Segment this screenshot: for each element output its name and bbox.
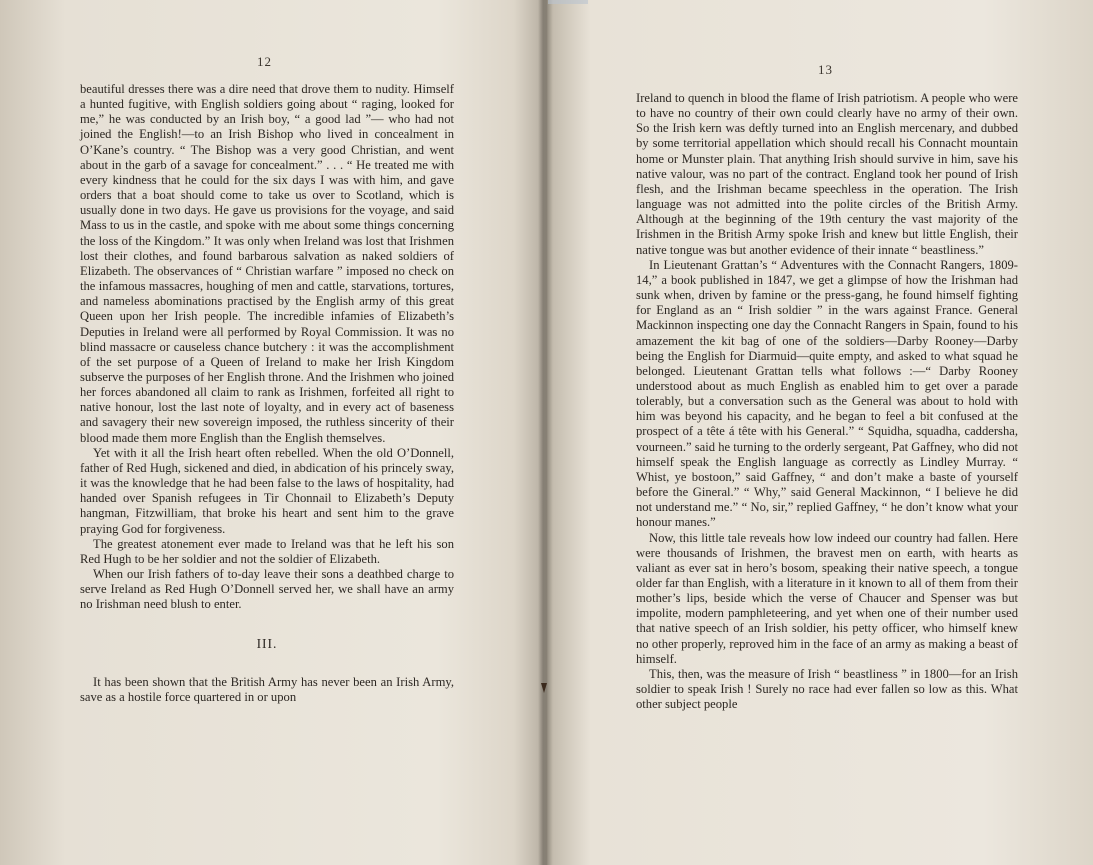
paragraph: This, then, was the measure of Irish “ beastliness ” in 1800—for an Irish soldier to speak Irish ! Surely no race had ever fallen so low as this. What other subject people	[636, 666, 1018, 712]
left-page-text	[80, 82, 454, 705]
page-number-left: 12	[257, 54, 272, 69]
page-number-right: 13	[818, 62, 833, 77]
page-marker-icon	[541, 683, 547, 693]
paragraph: In Lieutenant Grattan’s “ Adventures with the Connacht Rangers, 1809-14,” a book published in 1847, we get a glimpse of how the Irishman had sunk when, driven by famine or the press-gang, he found himself fighting for England as an “ Irish soldier ” in the wars against France. General Mackinnon inspecting one day the Connacht Rangers in Spain, found to his amazement the kit bag of one of the soldiers—Darby Rooney—Darby being the English for Diarmuid—quite empty, and asked to what squad he belonged. Lieutenant Grattan tells what follows :—“ Darby Rooney understood about as much English as enabled him to get over a parade tolerably, but a conversation such as the General was about to hold with him was beyond his capacity, and he began to feel a bit confused at the prospect of a tête á tête with his General.” “ Squidha, squadha, caddersha, vourneen.” said he turning to the orderly sergeant, Pat Gaffney, who did not himself speak the English language as correctly as Lindley Murray. “ Whist, ye bostoon,” said Gaffney, “ and don’t make a baste of yourself before the Gineral.” “ Why,” said General Mackinnon, “ I believe he did not understand me.” “ No, sir,” replied Gaffney, “ he don’t know what your honour manes.”	[636, 257, 1018, 530]
section-heading: III.	[256, 636, 278, 652]
paragraph: When our Irish fathers of to-day leave their sons a deathbed charge to serve Ireland as Red Hugh O’Donnell served her, we shall have an army no Irishman need blush to enter.	[80, 567, 454, 612]
right-page-text	[636, 91, 1018, 712]
paragraph: The greatest atonement ever made to Ireland was that he left his son Red Hugh to be her soldier and not the soldier of Elizabeth.	[80, 536, 454, 566]
left-page	[0, 0, 538, 865]
paragraph: Ireland to quench in blood the flame of Irish patriotism. A people who were to have no country of their own could clearly have no army of their own. So the Irish kern was deftly turned into an English mercenary, and dubbed by some territorial appellation which should recall his Connacht mountain home or Munster plain. That anything Irish should survive in him, save his native valour, was no part of the contract. England took her pound of Irish flesh, and the Irishman became speechless in the operation. The Irish language was not admitted into the polite circles of the British Army. Although at the beginning of the 19th century the vast majority of the Irishmen in the British Army spoke Irish and knew but little English, their native tongue was but another evidence of their innate “ beastliness.”	[636, 91, 1018, 257]
book-gutter	[538, 0, 548, 865]
paragraph: Yet with it all the Irish heart often rebelled. When the old O’Donnell, father of Red Hugh, sickened and died, in abdication of his princely sway, it was the knowledge that he had been false to the laws of hospitality, had handed over Spanish refugees in Tir Chonnail to Elizabeth’s Deputy hangman, Fitzwilliam, that broke his heart and sent him to the grave praying God for forgiveness.	[80, 445, 454, 536]
paragraph: It has been shown that the British Army has never been an Irish Army, save as a hostile force quartered in or upon	[80, 674, 454, 704]
right-page	[548, 0, 1093, 865]
paragraph: beautiful dresses there was a dire need that drove them to nudity. Himself a hunted fugitive, with English soldiers going about “ raging, looked for me,” he was conducted by an Irish boy, “ a good lad ”— who had not joined the English!—to an Irish Bishop who lived in concealment in O’Kane’s country. “ The Bishop was a very good Christian, and went about in the garb of a savage for concealment.” . . . “ He treated me with every kindness that he could for the six days I was with him, and gave orders that a boat should come to take us over to Scotland, which is usually done in two days. He gave us provisions for the voyage, and said Mass to us in the castle, and spoke with me about some things concerning the loss of the Kingdom.” It was only when Ireland was lost that Irishmen lost their clothes, and found barbarous salvation as naked soldiers of Elizabeth. The observances of “ Christian warfare ” imposed no check on the infamous massacres, houghing of men and cattle, starvations, tortures, and nameless abominations practised by the English army of this great Queen upon her Irish people. The incredible infamies of Elizabeth’s Deputies in Ireland were all performed by Royal Commission. It was no blind massacre or causeless chance butchery : it was the accomplishment of the set purpose of a Queen of Ireland to make her Irish Kingdom subserve the purposes of her English throne. And the Irishmen who joined her forces abandoned all claim to rank as Irishmen, forfeited all right to native honour, lost the last note of loyalty, and in every act of baseness and savagery their new sovereign imposed, the ruthless sincerity of their blood made them more English than the English themselves.	[80, 82, 454, 445]
paragraph: Now, this little tale reveals how low indeed our country had fallen. Here were thousands of Irishmen, the bravest men on earth, with hearts as valiant as ever sat in hero’s bosom, speaking their native speech, a tongue older far than English, with a literature in it known to all of them from their mother’s lips, beside which the verse of Chaucer and Spenser was but impolite, modern pamphleteering, and yet when one of their number used that native speech of an Irish soldier, his petty officer, who himself knew no other properly, reproved him in the face of an army as making a beast of himself.	[636, 530, 1018, 666]
